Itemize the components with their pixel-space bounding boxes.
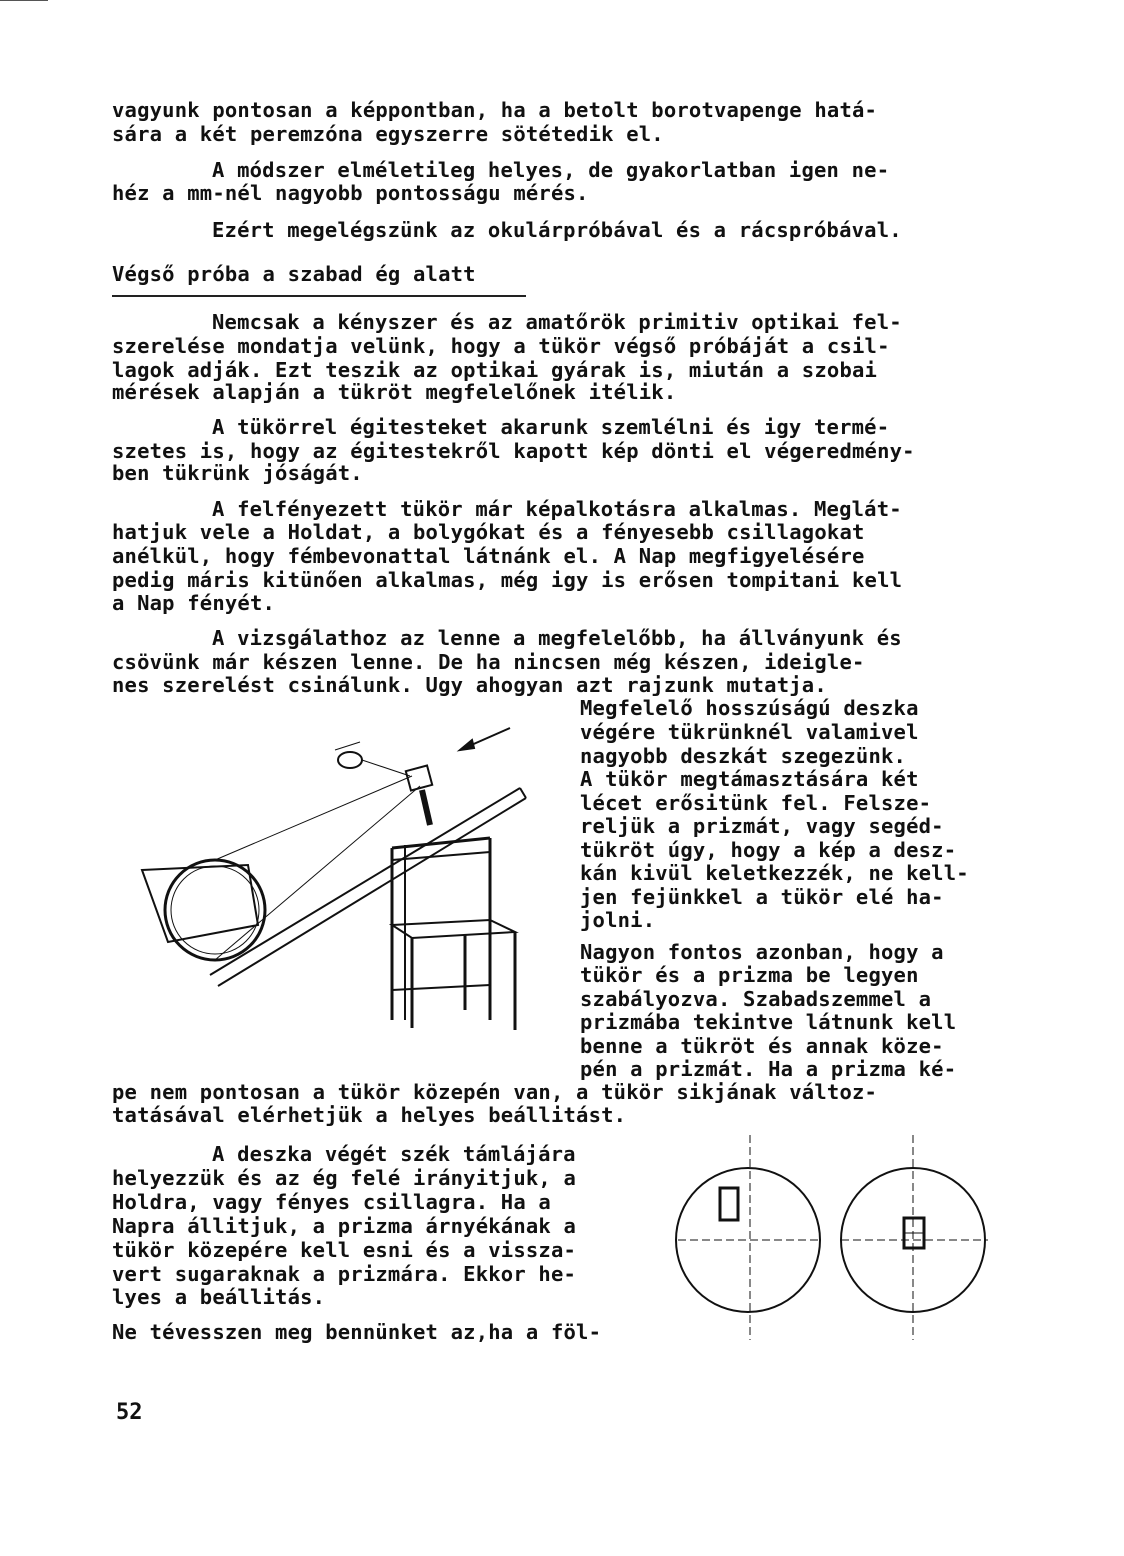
section-heading: Végső próba a szabad ég alatt bbox=[112, 262, 476, 286]
text-line: tükör és a prizma be legyen bbox=[580, 963, 919, 987]
text-line: Megfelelő hosszúságú deszka bbox=[580, 696, 919, 720]
text-line: tükröt úgy, hogy a kép a desz- bbox=[580, 838, 957, 862]
text-line: tatásával elérhetjük a helyes beállitást. bbox=[112, 1103, 627, 1127]
text-line: a Nap fényét. bbox=[112, 591, 276, 615]
text-line: végére tükrünknél valamivel bbox=[580, 720, 919, 744]
text-line: pedig máris kitünően alkalmas, még igy is erősen tompitani kell bbox=[112, 568, 903, 592]
text-line: helyezzük és az ég felé irányitjuk, a bbox=[112, 1166, 577, 1190]
text-line: szerelése mondatja velünk, hogy a tükör végső próbáját a csil- bbox=[112, 334, 890, 358]
text-line: prizmába tekintve látnunk kell bbox=[580, 1010, 957, 1034]
text-line: szetes is, hogy az égitestekről kapott kép dönti el végeredmény- bbox=[112, 439, 915, 463]
text-line: Nagyon fontos azonban, hogy a bbox=[580, 940, 944, 964]
text-line: lagok adják. Ezt teszik az optikai gyárak is, miután a szobai bbox=[112, 358, 878, 382]
corner-mark bbox=[0, 0, 48, 1]
text-line: A vizsgálathoz az lenne a megfelelőbb, ha állványunk és bbox=[212, 626, 902, 650]
text-line: jolni. bbox=[580, 908, 656, 932]
text-line: A deszka végét szék támlájára bbox=[212, 1142, 576, 1166]
text-line: A felfényezett tükör már képalkotásra alkalmas. Meglát- bbox=[212, 497, 902, 521]
text-line: A tükör megtámasztására két bbox=[580, 767, 919, 791]
text-line: vert sugaraknak a prizmára. Ekkor he- bbox=[112, 1262, 577, 1286]
text-line: reljük a prizmát, vagy segéd- bbox=[580, 814, 944, 838]
text-line: jen fejünkkel a tükör elé ha- bbox=[580, 885, 944, 909]
text-line: Napra állitjuk, a prizma árnyékának a bbox=[112, 1214, 577, 1238]
text-line: hatjuk vele a Holdat, a bolygókat és a fényesebb csillagokat bbox=[112, 520, 865, 544]
text-line: szabályozva. Szabadszemmel a bbox=[580, 987, 932, 1011]
text-line: Nemcsak a kényszer és az amatőrök primitiv optikai fel- bbox=[212, 310, 902, 334]
text-line: sára a két peremzóna egyszerre sötétedik el. bbox=[112, 122, 664, 146]
text-line: mérések alapján a tükröt megfelelőnek itélik. bbox=[112, 380, 677, 404]
text-line: benne a tükröt és annak köze- bbox=[580, 1034, 944, 1058]
text-line: pe nem pontosan a tükör közepén van, a tükör sikjának változ- bbox=[112, 1080, 878, 1104]
text-line: nagyobb deszkát szegezünk. bbox=[580, 744, 907, 768]
text-line: nes szerelést csinálunk. Ugy ahogyan azt rajzunk mutatja. bbox=[112, 673, 827, 697]
text-line: anélkül, hogy fémbevonattal látnánk el. A Nap megfigyelésére bbox=[112, 544, 865, 568]
text-line: A tükörrel égitesteket akarunk szemlélni és igy termé- bbox=[212, 415, 890, 439]
text-line: ben tükrünk jóságát. bbox=[112, 461, 363, 485]
text-line: lécet erősitünk fel. Felsze- bbox=[580, 791, 932, 815]
text-line: pén a prizmát. Ha a prizma ké- bbox=[580, 1057, 957, 1081]
text-line: Ne tévesszen meg bennünket az,ha a föl- bbox=[112, 1320, 602, 1344]
page-number: 52 bbox=[116, 1400, 143, 1425]
mirror-prism-alignment-diagram bbox=[668, 1130, 1008, 1350]
text-line: csövünk már készen lenne. De ha nincsen még készen, ideigle- bbox=[112, 650, 865, 674]
text-line: héz a mm-nél nagyobb pontosságu mérés. bbox=[112, 181, 589, 205]
text-line: tükör közepére kell esni és a vissza- bbox=[112, 1238, 577, 1262]
text-line: A módszer elméletileg helyes, de gyakorlatban igen ne- bbox=[212, 158, 890, 182]
text-line: vagyunk pontosan a képpontban, ha a betolt borotvapenge hatá- bbox=[112, 98, 878, 122]
text-line: Holdra, vagy fényes csillagra. Ha a bbox=[112, 1190, 551, 1214]
text-line: Ezért megelégszünk az okulárpróbával és a rácspróbával. bbox=[212, 218, 902, 242]
text-line: kán kivül keletkezzék, ne kell- bbox=[580, 861, 969, 885]
text-line: lyes a beállitás. bbox=[112, 1285, 326, 1309]
telescope-chair-illustration bbox=[130, 720, 530, 1040]
heading-underline bbox=[112, 295, 526, 297]
